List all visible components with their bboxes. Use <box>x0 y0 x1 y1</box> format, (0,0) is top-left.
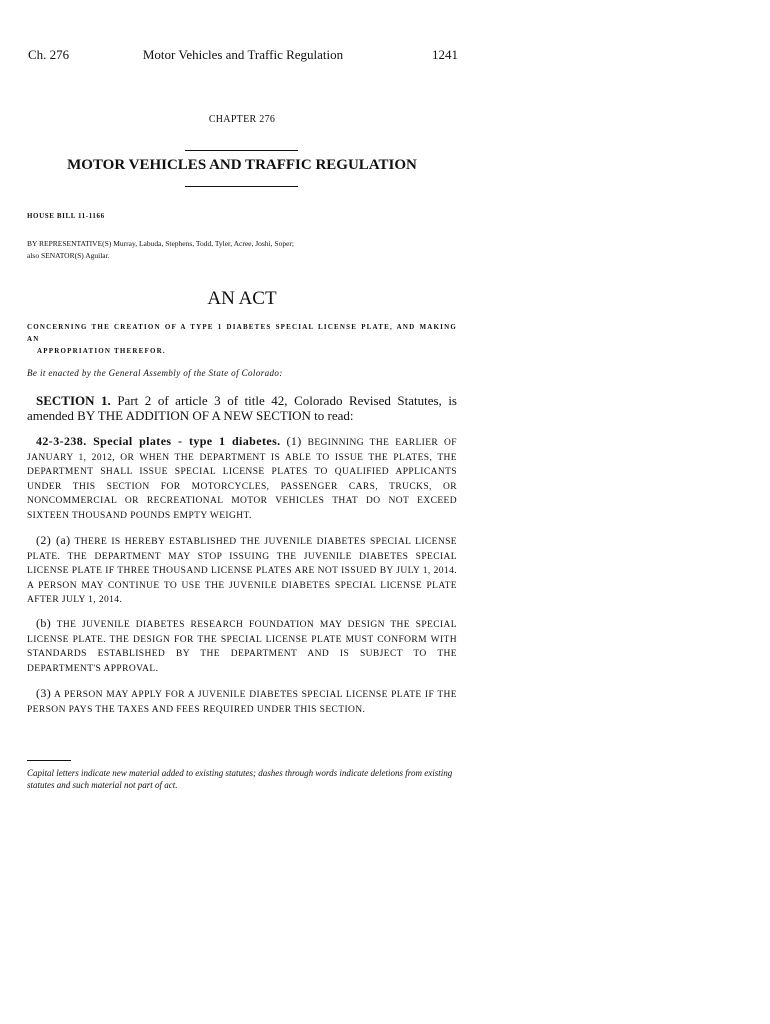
statute-paragraph-2b <box>27 616 457 676</box>
statute-paragraph-3 <box>27 686 457 717</box>
section-1-text: Part 2 of article 3 of title 42, Colorado Revised Statutes, is amended BY THE ADDITION OF A NEW SECTION to read: <box>27 393 457 423</box>
title-rule-bottom <box>185 186 298 187</box>
statute-p2-num: (2) (a) <box>36 533 71 547</box>
statute-paragraph-2a <box>27 533 457 608</box>
statute-p4-num: (3) <box>36 686 52 700</box>
footnote-rule <box>27 760 71 761</box>
concerning-line-1: CONCERNING THE CREATION OF A TYPE 1 DIABETES SPECIAL LICENSE PLATE, AND MAKING AN <box>27 323 457 343</box>
chapter-number: CHAPTER 276 <box>208 114 276 125</box>
statute-p2-text: THERE IS HEREBY ESTABLISHED THE JUVENILE DIABETES SPECIAL LICENSE PLATE. THE DEPARTMENT MAY STOP ISSUING THE JUVENILE DIABETES SPECIAL LICENSE PLATE IF THREE THOUSAND LICENSE PLATES ARE NOT ISSUED BY JULY 1, 2014. A PERSON MAY CONTINUE TO USE THE JUVENILE DIABETES SPECIAL LICENSE PLATE AFTER JULY 1, 2014. <box>27 537 457 605</box>
page-number: 1241 <box>432 47 458 62</box>
enacting-clause: Be it enacted by the General Assembly of the State of Colorado: <box>27 368 283 378</box>
statute-p4-text: A PERSON MAY APPLY FOR A JUVENILE DIABETES SPECIAL LICENSE PLATE IF THE PERSON PAYS THE TAXES AND FEES REQUIRED UNDER THIS SECTION. <box>27 690 457 715</box>
act-heading: AN ACT <box>207 288 277 309</box>
concerning-line-2: APPROPRIATION THEREFOR. <box>37 347 166 355</box>
bill-number: HOUSE BILL 11-1166 <box>27 212 105 220</box>
statute-p1-text: BEGINNING THE EARLIER OF JANUARY 1, 2012, OR WHEN THE DEPARTMENT IS ABLE TO ISSUE THE PLATES, THE DEPARTMENT SHALL ISSUE SPECIAL LICENSE PLATES TO QUALIFIED APPLICANTS UNDER THIS SECTION FOR MOTORCYCLES, PASSENGER CARS, TRUCKS, OR NONCOMMERCIAL OR RECREATIONAL MOTOR VEHICLES THAT DO NOT EXCEED SIXTEEN THOUSAND POUNDS EMPTY WEIGHT. <box>27 438 457 521</box>
statute-paragraph-1 <box>27 434 457 523</box>
running-head-title: Motor Vehicles and Traffic Regulation <box>142 47 344 62</box>
footnote: Capital letters indicate new material added to existing statutes; dashes through words indicate deletions from existing statutes and such material not part of act. <box>27 768 453 790</box>
statute-p3-num: (b) <box>36 616 52 630</box>
running-head <box>28 47 458 65</box>
title-rule-top <box>185 150 298 151</box>
statute-heading: 42-3-238. Special plates - type 1 diabetes. <box>36 434 281 448</box>
section-1 <box>27 393 457 423</box>
act-concerning <box>27 321 457 357</box>
section-1-label: SECTION 1. <box>36 393 111 408</box>
sponsors <box>27 238 357 262</box>
chapter-title: MOTOR VEHICLES AND TRAFFIC REGULATION <box>67 157 417 173</box>
sponsors-representatives: BY REPRESENTATIVE(S) Murray, Labuda, Stephens, Todd, Tyler, Acree, Joshi, Soper; <box>27 239 294 248</box>
statute-p1-num: (1) <box>286 434 302 448</box>
running-head-chapter: Ch. 276 <box>28 47 70 62</box>
statute-p3-text: THE JUVENILE DIABETES RESEARCH FOUNDATION MAY DESIGN THE SPECIAL LICENSE PLATE. THE DESIGN FOR THE SPECIAL LICENSE PLATE MUST CONFORM WITH STANDARDS ESTABLISHED BY THE DEPARTMENT AND IS SUBJECT TO THE DEPARTMENT'S APPROVAL. <box>27 620 457 674</box>
sponsors-senators: also SENATOR(S) Aguilar. <box>27 251 110 260</box>
